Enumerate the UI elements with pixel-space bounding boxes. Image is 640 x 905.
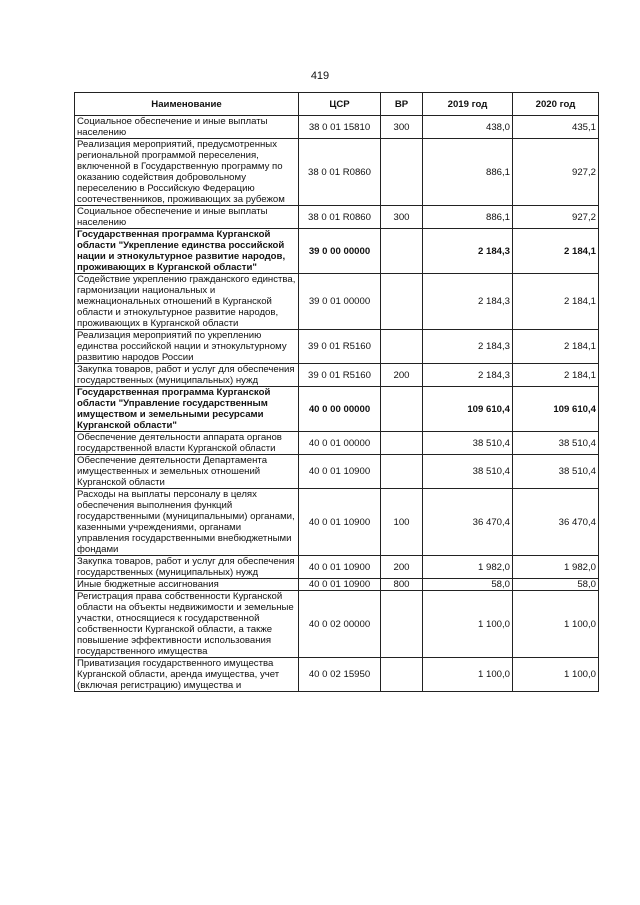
cell-vr [381,432,423,455]
table-row [75,658,599,692]
cell-csr: 40 0 00 00000 [299,387,381,432]
table-row [75,274,599,330]
cell-y2019: 2 184,3 [423,274,513,330]
cell-csr: 40 0 01 10900 [299,455,381,489]
cell-y2019: 2 184,3 [423,229,513,274]
cell-vr: 800 [381,579,423,591]
cell-csr: 38 0 01 15810 [299,116,381,139]
cell-y2019: 2 184,3 [423,330,513,364]
cell-y2020: 2 184,1 [513,364,599,387]
table-row [75,116,599,139]
table-row [75,591,599,658]
cell-y2019: 58,0 [423,579,513,591]
header-vr: ВР [381,93,423,116]
cell-y2019: 886,1 [423,206,513,229]
cell-y2020: 2 184,1 [513,274,599,330]
cell-name: Закупка товаров, работ и услуг для обеспечения государственных (муниципальных) нужд [75,556,299,579]
table-row [75,229,599,274]
cell-y2019: 1 100,0 [423,591,513,658]
cell-y2019: 38 510,4 [423,432,513,455]
cell-name: Регистрация права собственности Курганской области на объекты недвижимости и земельные участки, относящиеся к государственной собственности Курганской области, а также повышение эффективности использования государственного имущества [75,591,299,658]
cell-name: Закупка товаров, работ и услуг для обеспечения государственных (муниципальных) нужд [75,364,299,387]
table-row [75,330,599,364]
cell-csr: 39 0 01 R5160 [299,330,381,364]
cell-vr [381,274,423,330]
table-row [75,364,599,387]
cell-vr [381,387,423,432]
cell-csr: 40 0 01 10900 [299,579,381,591]
cell-vr: 300 [381,116,423,139]
header-name: Наименование [75,93,299,116]
cell-y2020: 109 610,4 [513,387,599,432]
cell-y2019: 109 610,4 [423,387,513,432]
cell-csr: 40 0 01 00000 [299,432,381,455]
cell-y2020: 435,1 [513,116,599,139]
header-2019: 2019 год [423,93,513,116]
cell-name: Обеспечение деятельности Департамента имущественных и земельных отношений Курганской области [75,455,299,489]
cell-y2020: 2 184,1 [513,229,599,274]
cell-y2020: 2 184,1 [513,330,599,364]
cell-csr: 40 0 02 15950 [299,658,381,692]
cell-csr: 38 0 01 R0860 [299,206,381,229]
table-row [75,455,599,489]
cell-vr: 200 [381,556,423,579]
cell-vr [381,139,423,206]
cell-y2020: 1 100,0 [513,591,599,658]
cell-csr: 39 0 00 00000 [299,229,381,274]
table-row [75,432,599,455]
table-row [75,489,599,556]
cell-csr: 40 0 01 10900 [299,489,381,556]
table-row [75,579,599,591]
cell-y2019: 36 470,4 [423,489,513,556]
cell-y2019: 1 100,0 [423,658,513,692]
cell-vr [381,658,423,692]
table-row [75,387,599,432]
cell-y2020: 36 470,4 [513,489,599,556]
header-2020: 2020 год [513,93,599,116]
cell-y2020: 1 100,0 [513,658,599,692]
cell-y2019: 1 982,0 [423,556,513,579]
cell-vr: 200 [381,364,423,387]
cell-name: Иные бюджетные ассигнования [75,579,299,591]
cell-y2020: 58,0 [513,579,599,591]
cell-name: Реализация мероприятий по укреплению единства российской нации и этнокультурному развитию народов России [75,330,299,364]
table-header-row [75,93,599,116]
cell-y2019: 886,1 [423,139,513,206]
header-csr: ЦСР [299,93,381,116]
budget-table [74,92,599,692]
cell-y2020: 38 510,4 [513,432,599,455]
cell-y2019: 438,0 [423,116,513,139]
cell-name: Расходы на выплаты персоналу в целях обеспечения выполнения функций государственными (муниципальными) органами, казенными учреждениями, органами управления государственными внебюджетными фондами [75,489,299,556]
cell-vr [381,229,423,274]
cell-y2020: 38 510,4 [513,455,599,489]
cell-name: Социальное обеспечение и иные выплаты населению [75,116,299,139]
cell-vr [381,455,423,489]
cell-csr: 39 0 01 R5160 [299,364,381,387]
cell-y2019: 2 184,3 [423,364,513,387]
cell-vr: 300 [381,206,423,229]
cell-csr: 39 0 01 00000 [299,274,381,330]
cell-name: Социальное обеспечение и иные выплаты населению [75,206,299,229]
cell-name: Обеспечение деятельности аппарата органов государственной власти Курганской области [75,432,299,455]
table-body [75,116,599,692]
cell-name: Реализация мероприятий, предусмотренных региональной программой переселения, включенной в Государственную программу по оказанию содействия добровольному переселению в Российскую Федерацию соотечественников, проживающих за рубежом [75,139,299,206]
page-number: 419 [310,70,330,82]
cell-csr: 38 0 01 R0860 [299,139,381,206]
cell-vr: 100 [381,489,423,556]
cell-name: Содействие укреплению гражданского единства, гармонизации национальных и межнациональных отношений в Курганской области и этнокультурное развитие народов, проживающих в Курганской области [75,274,299,330]
cell-csr: 40 0 01 10900 [299,556,381,579]
cell-csr: 40 0 02 00000 [299,591,381,658]
cell-vr [381,591,423,658]
table-row [75,206,599,229]
cell-y2020: 927,2 [513,139,599,206]
cell-name: Приватизация государственного имущества Курганской области, аренда имущества, учет (включая регистрацию) имущества и [75,658,299,692]
cell-y2019: 38 510,4 [423,455,513,489]
cell-name: Государственная программа Курганской области "Управление государственным имуществом и земельными ресурсами Курганской области" [75,387,299,432]
cell-vr [381,330,423,364]
table-row [75,139,599,206]
table-row [75,556,599,579]
cell-y2020: 927,2 [513,206,599,229]
cell-name: Государственная программа Курганской области "Укрепление единства российской нации и этнокультурное развитие народов, проживающих в Курганской области" [75,229,299,274]
cell-y2020: 1 982,0 [513,556,599,579]
